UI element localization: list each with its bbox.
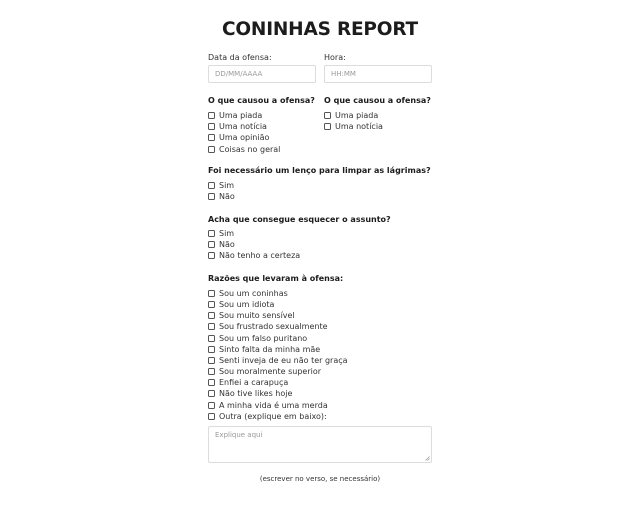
cause-left-option-label: Uma piada: [219, 111, 263, 120]
forget-checkbox[interactable]: [208, 241, 215, 248]
reason-option-label: Não tive likes hoje: [219, 389, 293, 399]
forget-heading: Acha que consegue esquecer o assunto?: [208, 215, 391, 224]
cause-left-option-label: Uma opinião: [219, 133, 270, 143]
tissue-heading: Foi necessário um lenço para limpar as lágrimas?: [208, 166, 431, 175]
cause-left-option[interactable]: [208, 144, 280, 155]
reason-option-label: Sou um idiota: [219, 300, 275, 310]
reason-option[interactable]: [208, 400, 328, 411]
cause-left-option[interactable]: [208, 132, 269, 143]
explain-textarea[interactable]: [208, 426, 432, 463]
reason-option[interactable]: [208, 366, 321, 377]
reason-checkbox[interactable]: [208, 379, 215, 386]
reason-option[interactable]: [208, 377, 288, 388]
time-input[interactable]: HH:MM: [324, 65, 432, 83]
reason-option-label: Enfiei a carapuça: [219, 378, 289, 388]
forget-option-label: Não: [219, 240, 235, 250]
reason-checkbox[interactable]: [208, 323, 215, 330]
reason-checkbox[interactable]: [208, 368, 215, 375]
tissue-option[interactable]: [208, 191, 235, 202]
cause-left-checkbox[interactable]: [208, 134, 215, 141]
reason-option[interactable]: [208, 299, 274, 310]
reason-option[interactable]: [208, 310, 295, 321]
reason-option[interactable]: [208, 321, 328, 332]
reason-option-label: Sou um coninhas: [219, 289, 288, 298]
forget-option-label: Não tenho a certeza: [219, 251, 301, 261]
reason-checkbox[interactable]: [208, 390, 215, 397]
explain-placeholder: Explique aqui: [215, 431, 263, 439]
cause-left-option[interactable]: [208, 110, 262, 121]
cause-left-option-label: Coisas no geral: [219, 144, 281, 154]
reason-option-label: Outra (explique em baixo):: [219, 411, 327, 421]
reason-option-label: Sou muito sensível: [219, 311, 295, 321]
footer-note: (escrever no verso, se necessário): [259, 475, 381, 483]
cause-right-checkbox[interactable]: [324, 112, 331, 119]
reason-option-label: A minha vida é uma merda: [219, 400, 328, 410]
forget-checkbox[interactable]: [208, 252, 215, 259]
cause-right-option[interactable]: [324, 110, 378, 121]
reason-option-label: Sinto falta da minha mãe: [219, 344, 321, 354]
forget-option[interactable]: [208, 239, 235, 250]
reason-checkbox[interactable]: [208, 346, 215, 353]
reason-checkbox[interactable]: [208, 402, 215, 409]
reason-checkbox[interactable]: [208, 413, 215, 420]
date-label: Data da ofensa:: [208, 53, 272, 62]
reason-checkbox[interactable]: [208, 357, 215, 364]
reason-checkbox[interactable]: [208, 290, 215, 297]
tissue-checkbox[interactable]: [208, 182, 215, 189]
reason-option[interactable]: [208, 333, 307, 344]
tissue-option[interactable]: [208, 180, 234, 191]
forget-checkbox[interactable]: [208, 230, 215, 237]
reason-option-label: Senti inveja de eu não ter graça: [219, 355, 348, 365]
cause-left-checkbox[interactable]: [208, 123, 215, 130]
cause-right-option[interactable]: [324, 121, 383, 132]
forget-option[interactable]: [208, 250, 300, 261]
cause-right-checkbox[interactable]: [324, 123, 331, 130]
time-label: Hora:: [324, 53, 346, 62]
reason-checkbox[interactable]: [208, 301, 215, 308]
cause-right-option-label: Uma piada: [335, 111, 379, 120]
tissue-option-label: Sim: [219, 181, 235, 190]
cause-left-option-label: Uma notícia: [219, 122, 267, 132]
cause-left-option[interactable]: [208, 121, 267, 132]
forget-option[interactable]: [208, 228, 234, 239]
reason-option[interactable]: [208, 388, 292, 399]
page-title: CONINHAS REPORT: [222, 19, 418, 40]
reason-option[interactable]: [208, 288, 288, 299]
cause-left-checkbox[interactable]: [208, 146, 215, 153]
date-input[interactable]: DD/MM/AAAA: [208, 65, 316, 83]
resize-grip-icon[interactable]: [425, 456, 430, 461]
reason-checkbox[interactable]: [208, 312, 215, 319]
cause-heading-left: O que causou a ofensa?: [208, 96, 315, 105]
cause-left-checkbox[interactable]: [208, 112, 215, 119]
tissue-checkbox[interactable]: [208, 193, 215, 200]
reasons-heading: Razões que levaram à ofensa:: [208, 274, 344, 283]
forget-option-label: Sim: [219, 229, 235, 238]
cause-heading-right: O que causou a ofensa?: [324, 96, 431, 105]
reason-option[interactable]: [208, 344, 320, 355]
reason-option-label: Sou moralmente superior: [219, 367, 322, 377]
tissue-option-label: Não: [219, 192, 235, 202]
cause-right-option-label: Uma notícia: [335, 122, 383, 132]
reason-option-label: Sou um falso puritano: [219, 333, 308, 343]
reason-option-label: Sou frustrado sexualmente: [219, 322, 328, 332]
reason-checkbox[interactable]: [208, 335, 215, 342]
reason-option[interactable]: [208, 411, 327, 422]
reason-option[interactable]: [208, 355, 348, 366]
